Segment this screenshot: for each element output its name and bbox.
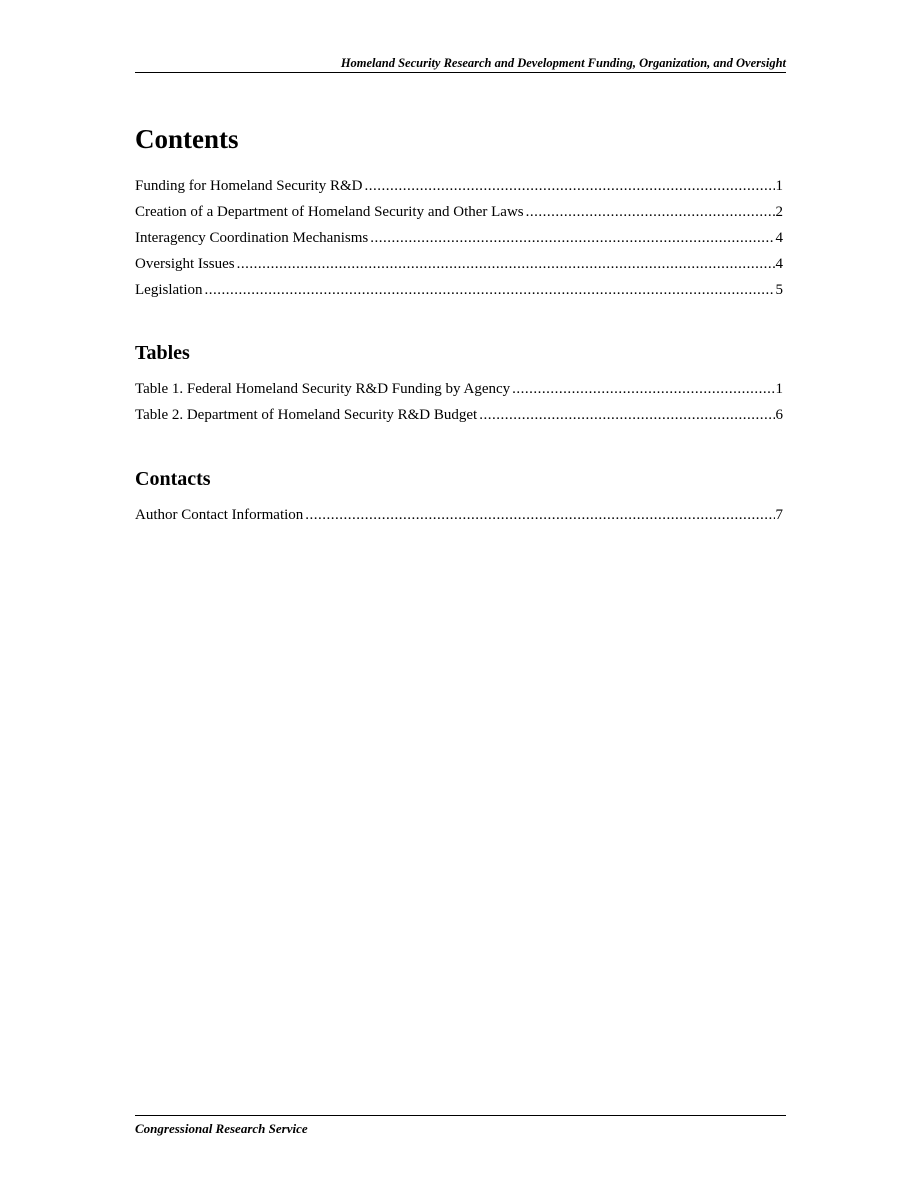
dot-leader xyxy=(364,176,774,196)
toc-page-number: 5 xyxy=(775,282,783,298)
toc-page-number: 2 xyxy=(775,204,783,220)
toc-entry-label: Interagency Coordination Mechanisms xyxy=(135,230,369,246)
toc-entry-label: Author Contact Information xyxy=(135,507,304,523)
toc-entry-creation-of-dhs[interactable] xyxy=(135,202,783,228)
toc-page-number: 7 xyxy=(775,507,783,523)
toc-page-number: 1 xyxy=(775,381,783,397)
toc-entry-table-1[interactable] xyxy=(135,379,783,405)
toc-entry-legislation[interactable] xyxy=(135,280,783,306)
toc-page-number: 4 xyxy=(775,230,783,246)
toc-entry-funding[interactable] xyxy=(135,176,783,202)
tables-list xyxy=(135,379,783,431)
dot-leader xyxy=(237,254,775,274)
toc-entry-label: Legislation xyxy=(135,282,203,298)
toc-entry-author-contact[interactable] xyxy=(135,505,783,531)
running-footer: Congressional Research Service xyxy=(135,1115,786,1138)
tables-title: Tables xyxy=(135,342,190,364)
dot-leader xyxy=(305,505,774,525)
contacts-list xyxy=(135,505,783,531)
toc-entry-interagency-coordination[interactable] xyxy=(135,228,783,254)
toc-entry-label: Oversight Issues xyxy=(135,256,235,272)
dot-leader xyxy=(526,202,775,222)
running-header: Homeland Security Research and Development Funding, Organization, and Oversight xyxy=(135,54,786,73)
dot-leader xyxy=(370,228,774,248)
contents-title: Contents xyxy=(135,124,239,154)
toc-page-number: 4 xyxy=(775,256,783,272)
contents-list xyxy=(135,176,783,306)
dot-leader xyxy=(205,280,775,300)
toc-entry-label: Table 1. Federal Homeland Security R&D Funding by Agency xyxy=(135,381,511,397)
toc-entry-table-2[interactable] xyxy=(135,405,783,431)
toc-page-number: 6 xyxy=(775,407,783,423)
toc-entry-oversight-issues[interactable] xyxy=(135,254,783,280)
toc-entry-label: Funding for Homeland Security R&D xyxy=(135,178,363,194)
toc-entry-label: Table 2. Department of Homeland Security R&D Budget xyxy=(135,407,478,423)
toc-entry-label: Creation of a Department of Homeland Security and Other Laws xyxy=(135,204,524,220)
dot-leader xyxy=(479,405,774,425)
toc-page-number: 1 xyxy=(775,178,783,194)
contacts-title: Contacts xyxy=(135,468,211,490)
dot-leader xyxy=(512,379,774,399)
